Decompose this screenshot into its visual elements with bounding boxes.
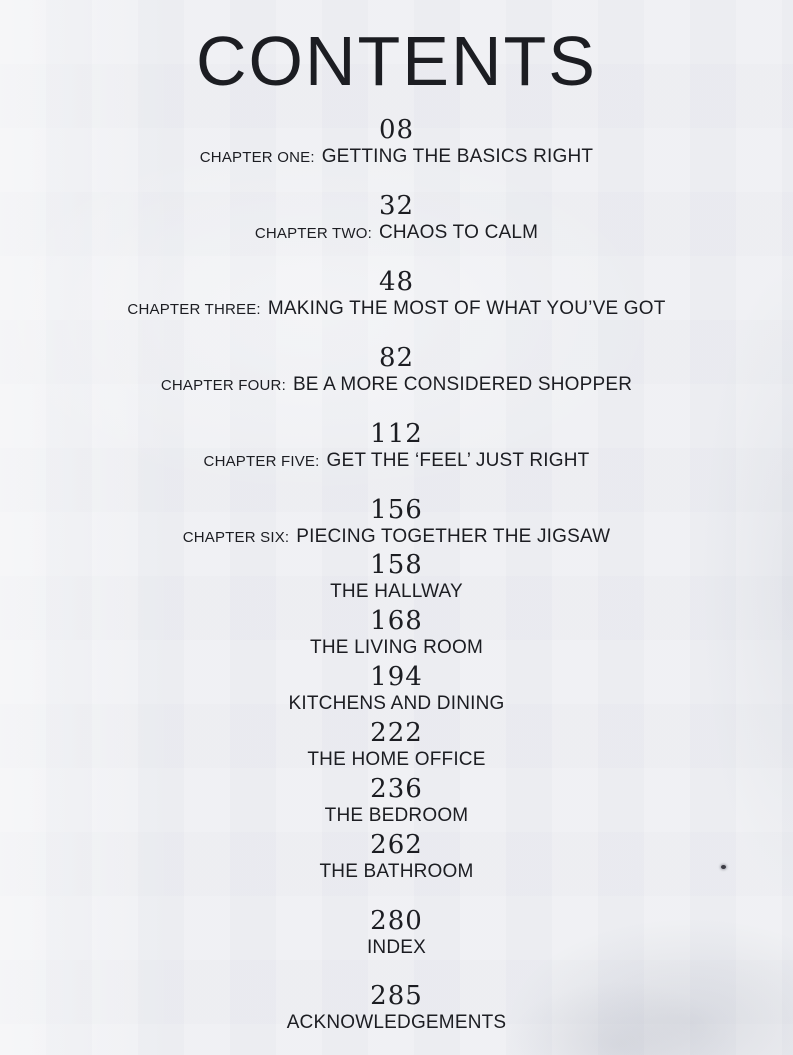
toc-entry-label — [0, 692, 793, 717]
toc-page-number: 194 — [370, 662, 423, 692]
toc-entry — [0, 662, 793, 717]
toc-entry-label — [0, 748, 793, 773]
toc-entry — [0, 115, 793, 170]
toc-page-number: 222 — [370, 718, 423, 748]
toc-page-number: 32 — [378, 191, 415, 221]
toc-page-number: 08 — [378, 115, 415, 145]
toc-entry-label — [0, 297, 793, 322]
toc-entry-prefix: CHAPTER FIVE: — [203, 453, 320, 470]
toc-entry-label — [0, 373, 793, 398]
toc-entry-title: ACKNOWLEDGEMENTS — [286, 1012, 507, 1033]
toc-page-number: 236 — [370, 774, 423, 804]
toc-page-number: 285 — [370, 981, 423, 1011]
toc-page-number: 158 — [370, 550, 423, 580]
toc-entry — [0, 774, 793, 829]
toc-entry-title: THE BATHROOM — [319, 861, 474, 882]
toc-entry — [0, 830, 793, 885]
toc-entry-prefix: CHAPTER THREE: — [127, 301, 261, 318]
toc-entry-label — [0, 525, 793, 550]
toc-entry — [0, 981, 793, 1036]
toc-entry — [0, 718, 793, 773]
toc-entry-label — [0, 936, 793, 961]
page-title: CONTENTS — [196, 22, 597, 100]
toc-entry — [0, 906, 793, 961]
toc-entry-title: KITCHENS AND DINING — [288, 693, 505, 714]
toc-entry — [0, 419, 793, 474]
toc-entry-title: THE LIVING ROOM — [310, 637, 483, 658]
toc-entry — [0, 343, 793, 398]
toc-entry-label — [0, 1011, 793, 1036]
toc-entry-title: THE BEDROOM — [324, 805, 469, 826]
toc-entry-label — [0, 804, 793, 829]
toc-entry-prefix: CHAPTER ONE: — [199, 149, 315, 166]
toc-entry-title: INDEX — [366, 937, 427, 958]
toc-entry — [0, 267, 793, 322]
toc-entries — [0, 115, 793, 1036]
toc-entry-label — [0, 636, 793, 661]
toc-entry-title: GETTING THE BASICS RIGHT — [321, 146, 594, 167]
toc-entry-title: CHAOS TO CALM — [378, 222, 539, 243]
toc-entry-title: THE HOME OFFICE — [307, 749, 486, 770]
toc-entry-title: PIECING TOGETHER THE JIGSAW — [296, 526, 611, 547]
toc-entry — [0, 191, 793, 246]
toc-entry — [0, 495, 793, 550]
toc-entry-title: THE HALLWAY — [330, 581, 463, 602]
toc-entry-prefix: CHAPTER FOUR: — [160, 377, 286, 394]
ink-speck — [721, 865, 726, 869]
toc-entry-prefix: CHAPTER SIX: — [182, 529, 290, 546]
toc-page-number: 82 — [378, 343, 415, 373]
toc-entry-label — [0, 860, 793, 885]
toc-page-number: 156 — [370, 495, 423, 525]
toc-entry-title: BE A MORE CONSIDERED SHOPPER — [292, 374, 633, 395]
toc-page-number: 262 — [370, 830, 423, 860]
toc-entry — [0, 550, 793, 605]
toc-entry-title: MAKING THE MOST OF WHAT YOU’VE GOT — [267, 298, 666, 319]
toc-entry-label — [0, 221, 793, 246]
toc-page-number: 168 — [370, 606, 423, 636]
toc-entry-label — [0, 449, 793, 474]
toc-page-number: 48 — [378, 267, 415, 297]
toc-entry-label — [0, 145, 793, 170]
toc-page-number: 112 — [370, 419, 423, 449]
toc-entry-label — [0, 580, 793, 605]
toc-entry — [0, 606, 793, 661]
toc-entry-prefix: CHAPTER TWO: — [254, 225, 372, 242]
toc-entry-title: GET THE ‘FEEL’ JUST RIGHT — [326, 450, 590, 471]
toc-page-number: 280 — [370, 906, 423, 936]
